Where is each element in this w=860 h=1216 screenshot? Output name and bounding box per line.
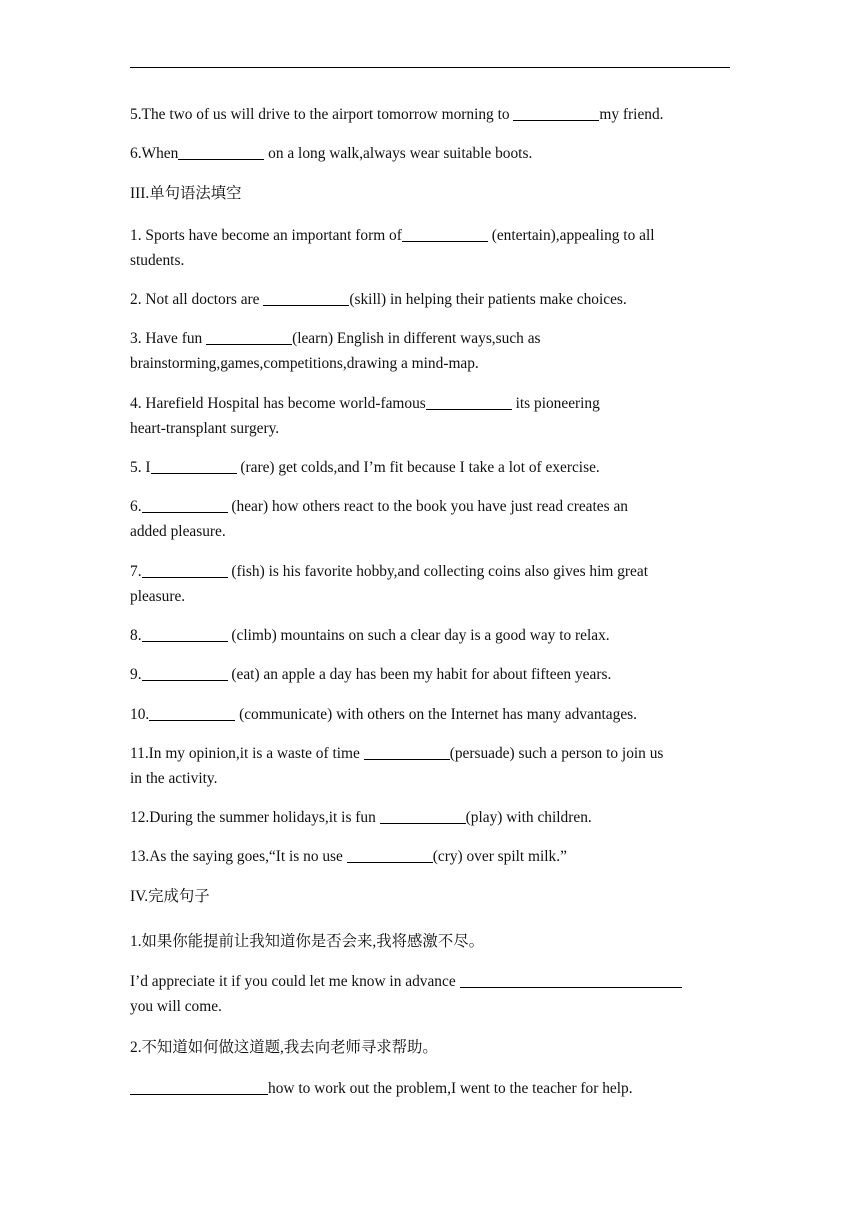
text-line	[130, 141, 730, 166]
line-text: I’d appreciate it if you could let me know in advance	[130, 973, 460, 990]
text-line	[130, 766, 730, 791]
text-line	[130, 223, 730, 248]
answer-blank[interactable]	[380, 807, 466, 824]
text-line	[130, 391, 730, 416]
line-text-after-blank: my friend.	[599, 106, 664, 123]
line-text: 9.	[130, 666, 142, 683]
answer-blank[interactable]	[263, 289, 349, 306]
line-text: 10.	[130, 706, 150, 723]
line-text-after-blank: (hear) how others react to the book you have just read creates an	[227, 498, 628, 515]
text-line	[130, 351, 730, 376]
text-line	[130, 623, 730, 648]
text-line	[130, 181, 730, 206]
text-line	[130, 702, 730, 727]
line-text-after-blank: (play) with children.	[465, 809, 592, 826]
answer-blank[interactable]	[142, 496, 228, 513]
line-text: in the activity.	[130, 770, 218, 787]
answer-blank[interactable]	[206, 328, 292, 345]
line-text-after-blank: (skill) in helping their patients make choices.	[349, 291, 627, 308]
text-line	[130, 326, 730, 351]
line-text: 2.不知道如何做这道题,我去向老师寻求帮助。	[130, 1039, 438, 1056]
text-line	[130, 584, 730, 609]
line-text: students.	[130, 252, 185, 269]
line-text-after-blank: (learn) English in different ways,such as	[292, 330, 541, 347]
answer-blank[interactable]	[178, 143, 264, 160]
line-text-after-blank: (eat) an apple a day has been my habit for about fifteen years.	[227, 666, 612, 683]
text-line	[130, 494, 730, 519]
line-text: IV.完成句子	[130, 888, 210, 905]
answer-blank[interactable]	[347, 846, 433, 863]
text-line	[130, 519, 730, 544]
answer-blank[interactable]	[364, 743, 450, 760]
text-line	[130, 844, 730, 869]
line-text: 4. Harefield Hospital has become world-famous	[130, 395, 426, 412]
line-text-after-blank: (fish) is his favorite hobby,and collecting coins also gives him great	[227, 563, 648, 580]
answer-blank[interactable]	[402, 225, 488, 242]
header-rule	[130, 67, 730, 68]
line-text-after-blank: how to work out the problem,I went to the teacher for help.	[268, 1080, 633, 1097]
text-line	[130, 248, 730, 273]
line-text-after-blank: its pioneering	[511, 395, 600, 412]
line-text: 6.	[130, 498, 142, 515]
line-text: 6.When	[130, 145, 179, 162]
answer-blank[interactable]	[151, 457, 237, 474]
text-line	[130, 994, 730, 1019]
line-text: added pleasure.	[130, 523, 226, 540]
answer-blank[interactable]	[426, 393, 512, 410]
text-line	[130, 102, 730, 127]
text-line	[130, 969, 730, 994]
line-text-after-blank: (persuade) such a person to join us	[449, 745, 664, 762]
answer-blank[interactable]	[149, 704, 235, 721]
line-text-after-blank: (climb) mountains on such a clear day is a good way to relax.	[227, 627, 610, 644]
line-text: 8.	[130, 627, 142, 644]
answer-blank[interactable]	[142, 625, 228, 642]
line-text-after-blank: (rare) get colds,and I’m fit because I take a lot of exercise.	[236, 459, 600, 476]
text-line	[130, 662, 730, 687]
line-text-after-blank: (communicate) with others on the Internet has many advantages.	[235, 706, 637, 723]
line-text: 5. I	[130, 459, 151, 476]
line-text: 2. Not all doctors are	[130, 291, 264, 308]
line-text: 11.In my opinion,it is a waste of time	[130, 745, 364, 762]
text-line	[130, 1035, 730, 1060]
line-text: 1. Sports have become an important form of	[130, 227, 402, 244]
text-line	[130, 416, 730, 441]
text-line	[130, 884, 730, 909]
text-line	[130, 741, 730, 766]
text-line	[130, 455, 730, 480]
text-line	[130, 559, 730, 584]
line-text: 13.As the saying goes,“It is no use	[130, 848, 347, 865]
line-text: 12.During the summer holidays,it is fun	[130, 809, 380, 826]
line-text: 5.The two of us will drive to the airport tomorrow morning to	[130, 106, 514, 123]
text-line	[130, 805, 730, 830]
text-line	[130, 1076, 730, 1101]
answer-blank[interactable]	[460, 971, 682, 988]
text-line	[130, 929, 730, 954]
answer-blank[interactable]	[130, 1078, 268, 1095]
line-text-after-blank: (cry) over spilt milk.”	[432, 848, 567, 865]
line-text: III.单句语法填空	[130, 185, 242, 202]
line-text-after-blank: on a long walk,always wear suitable boots.	[264, 145, 533, 162]
line-text: you will come.	[130, 998, 222, 1015]
text-line	[130, 287, 730, 312]
answer-blank[interactable]	[513, 104, 599, 121]
line-text: 7.	[130, 563, 142, 580]
answer-blank[interactable]	[142, 664, 228, 681]
line-text-after-blank: (entertain),appealing to all	[487, 227, 655, 244]
line-text: brainstorming,games,competitions,drawing a mind-map.	[130, 355, 479, 372]
answer-blank[interactable]	[142, 561, 228, 578]
line-text: pleasure.	[130, 588, 186, 605]
line-text: 1.如果你能提前让我知道你是否会来,我将感激不尽。	[130, 933, 484, 950]
line-text: 3. Have fun	[130, 330, 207, 347]
line-text: heart-transplant surgery.	[130, 420, 280, 437]
